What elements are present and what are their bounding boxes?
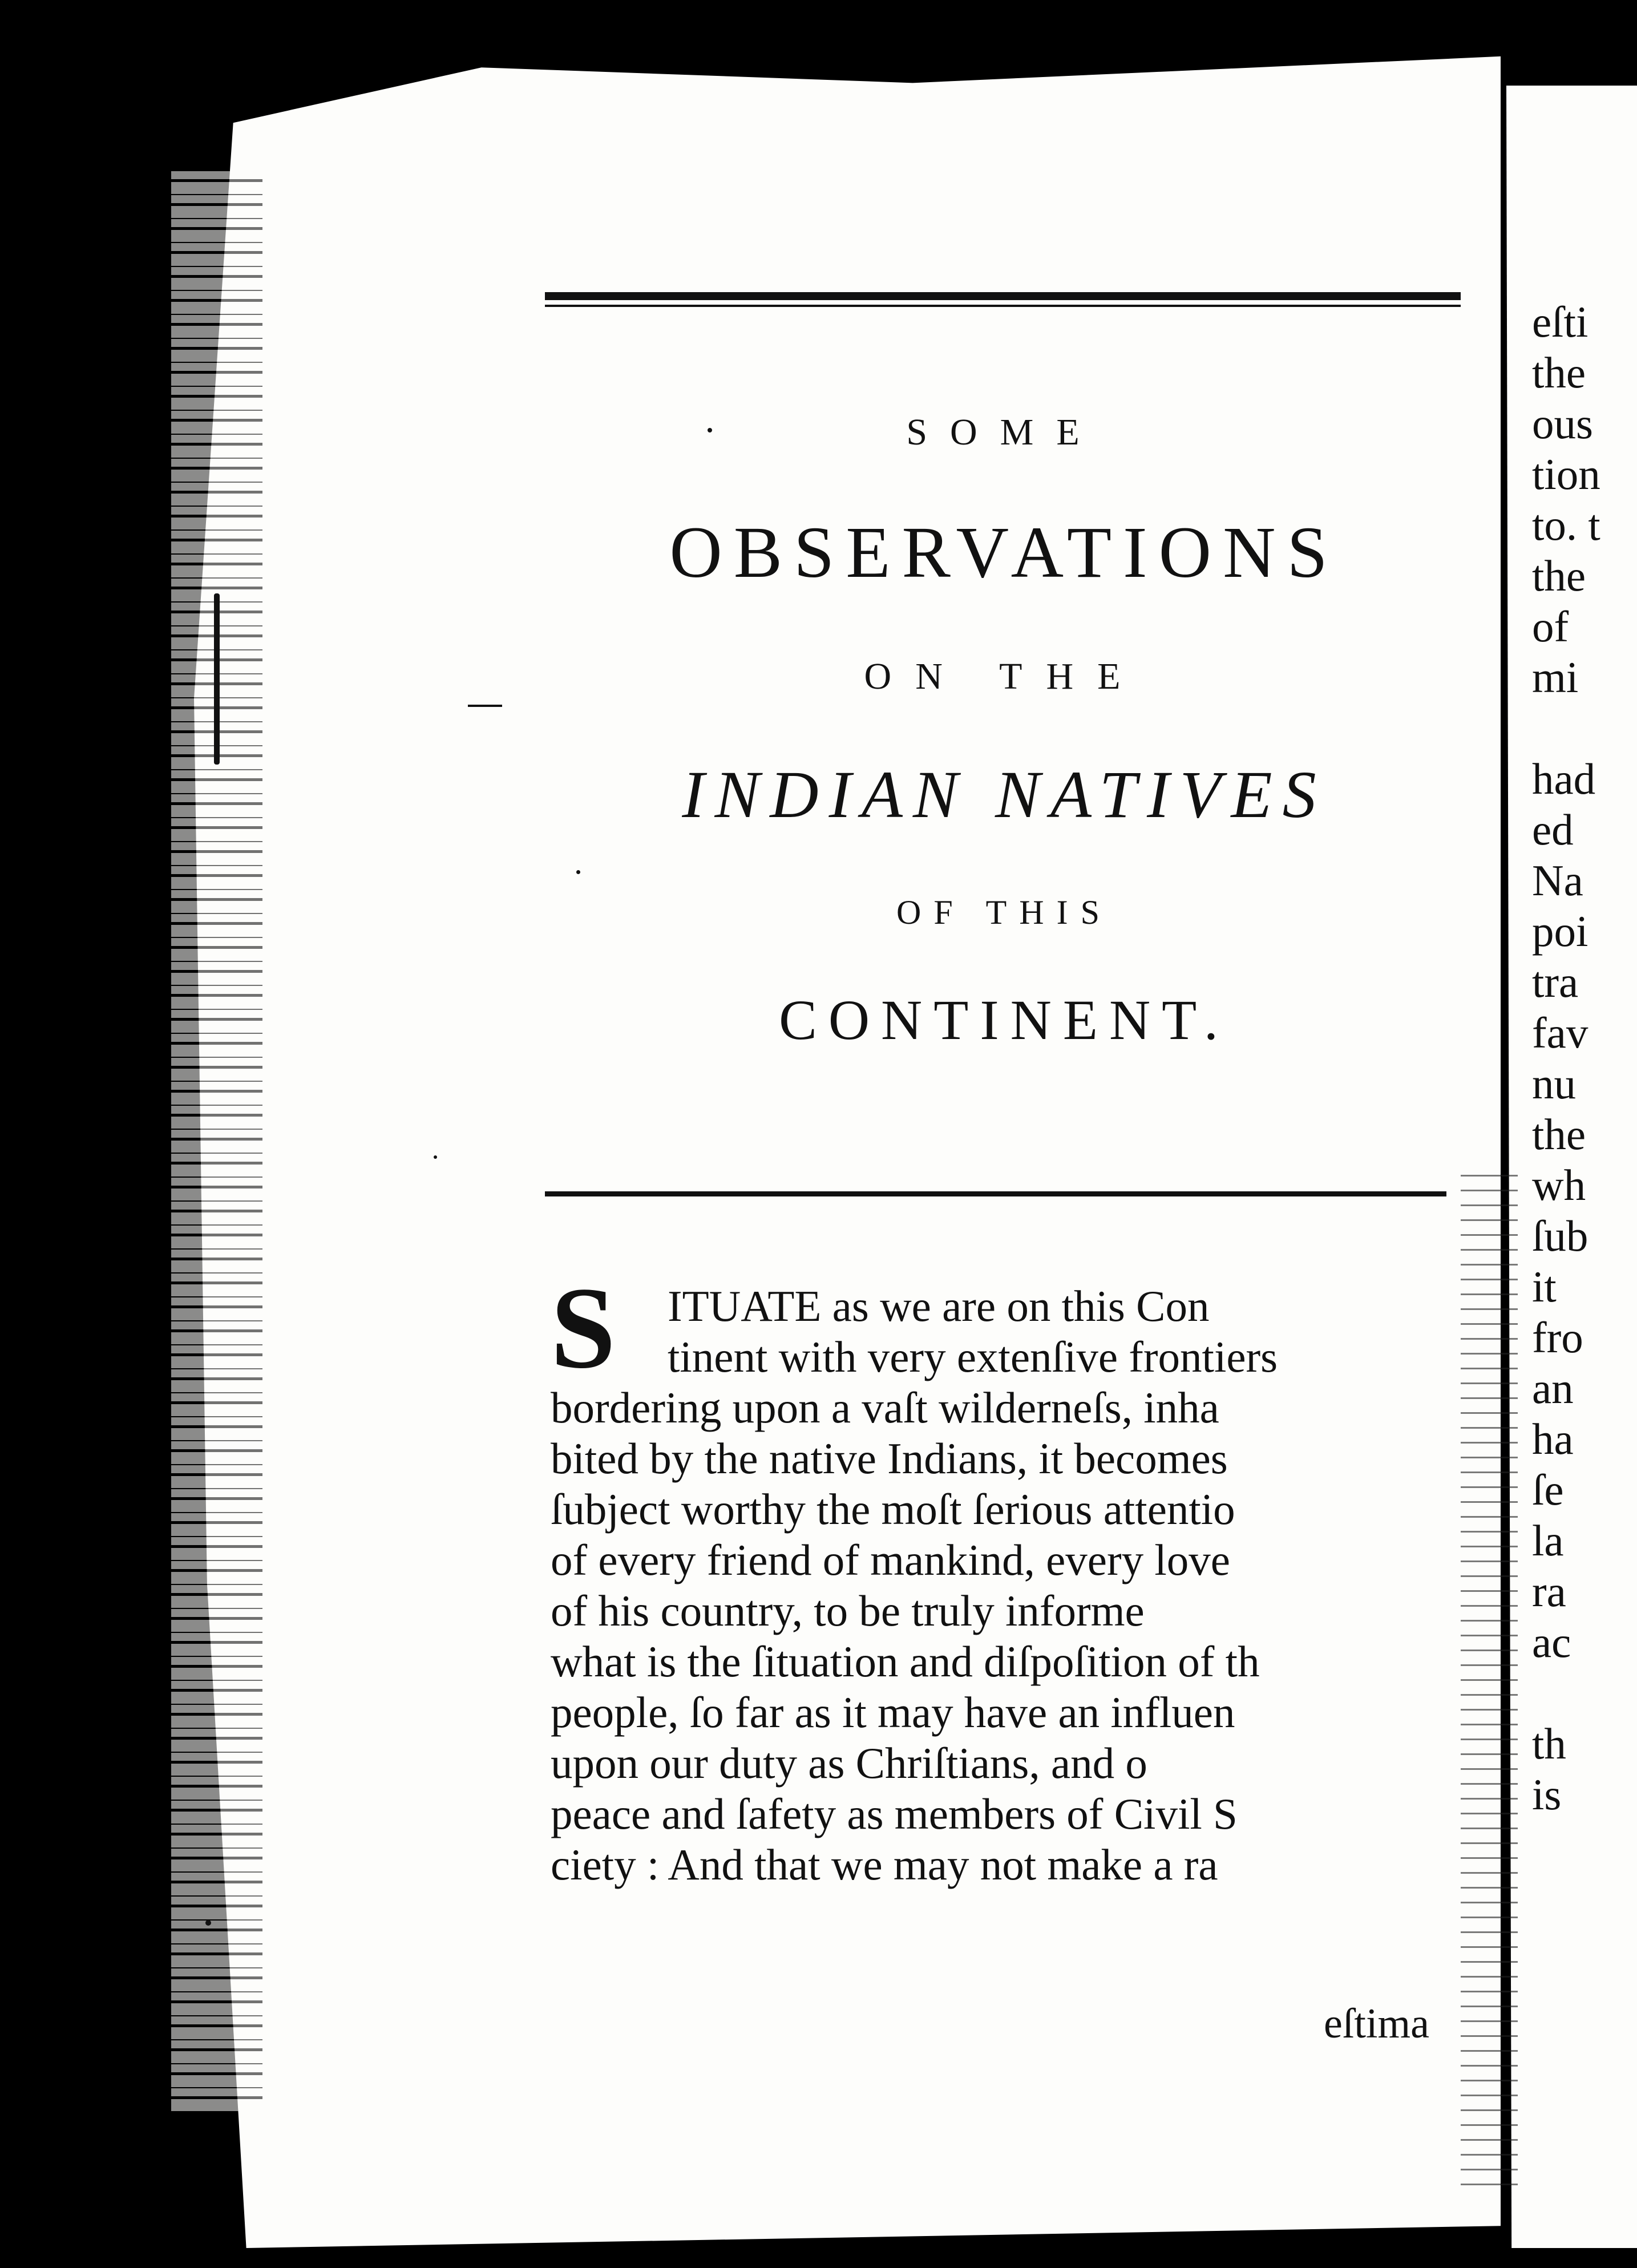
- facing-line: la: [1532, 1516, 1564, 1565]
- facing-line: wh: [1532, 1161, 1586, 1210]
- title-line-some: SOME: [906, 411, 1102, 453]
- body-line: bited by the native Indians, it becomes: [551, 1434, 1228, 1483]
- body-paragraph: [551, 1281, 1464, 1890]
- worn-page-edge: [171, 171, 262, 2111]
- facing-line: eſti: [1532, 297, 1589, 346]
- left-leaf-paper: [194, 34, 1501, 2248]
- title-line-observations: OBSERVATIONS: [669, 512, 1339, 593]
- body-line: ITUATE as we are on this Con: [668, 1281, 1210, 1331]
- facing-line: ous: [1532, 399, 1593, 448]
- ink-speck: [434, 1155, 437, 1159]
- ink-speck: [205, 1920, 211, 1926]
- facing-line: ha: [1532, 1414, 1574, 1464]
- body-line: peace and ſafety as members of Civil S: [551, 1789, 1238, 1838]
- facing-line: it: [1532, 1262, 1557, 1311]
- facing-line: ac: [1532, 1618, 1571, 1667]
- facing-line: had: [1532, 754, 1596, 803]
- title-line-of-this: OF THIS: [896, 894, 1112, 931]
- facing-page-text: [1532, 297, 1637, 1820]
- facing-line: fav: [1532, 1008, 1589, 1057]
- ink-speck: [468, 705, 502, 707]
- body-line: ſubject worthy the moſt ſerious attentio: [551, 1485, 1235, 1534]
- body-line: upon our duty as Chriſtians, and o: [551, 1739, 1147, 1788]
- facing-line: the: [1532, 348, 1586, 397]
- facing-line: mi: [1532, 653, 1579, 702]
- catchword: eſtima: [1324, 2000, 1429, 2047]
- body-line: what is the ſituation and diſpoſition of th: [551, 1637, 1260, 1686]
- facing-line: ed: [1532, 805, 1574, 854]
- ink-speck: [214, 593, 220, 765]
- top-ornamental-rule: [545, 292, 1461, 300]
- ink-speck: [576, 870, 580, 874]
- gutter-shadow: [1461, 1170, 1518, 2197]
- facing-line: is: [1532, 1770, 1562, 1819]
- facing-line: poi: [1532, 907, 1589, 956]
- facing-line: Na: [1532, 856, 1583, 905]
- drop-cap: S: [551, 1263, 616, 1393]
- facing-line: of: [1532, 602, 1569, 651]
- facing-line: the: [1532, 1110, 1586, 1159]
- body-line: tinent with very extenſive frontiers: [668, 1332, 1278, 1381]
- body-line: people, ſo far as it may have an influen: [551, 1688, 1235, 1737]
- facing-line: [1532, 1668, 1637, 1719]
- facing-line: nu: [1532, 1059, 1576, 1108]
- facing-line: th: [1532, 1719, 1566, 1768]
- facing-line: ſub: [1532, 1211, 1589, 1260]
- facing-line: the: [1532, 551, 1586, 600]
- facing-line: an: [1532, 1364, 1574, 1413]
- body-line: of his country, to be truly informe: [551, 1586, 1145, 1635]
- body-line: of every friend of mankind, every love: [551, 1535, 1230, 1584]
- facing-line: ra: [1532, 1567, 1566, 1616]
- ink-speck: [708, 428, 712, 432]
- facing-line: to. t: [1532, 500, 1600, 549]
- section-divider-rule: [545, 1191, 1446, 1196]
- body-line: ciety : And that we may not make a ra: [551, 1840, 1218, 1889]
- title-line-continent: CONTINENT.: [779, 988, 1230, 1052]
- facing-line: tra: [1532, 957, 1579, 1006]
- title-line-on-the: ON THE: [864, 656, 1145, 697]
- facing-line: ſe: [1532, 1465, 1564, 1514]
- body-line: bordering upon a vaſt wilderneſs, inha: [551, 1383, 1219, 1432]
- title-line-indian-natives: INDIAN NATIVES: [682, 757, 1327, 832]
- top-thin-rule: [545, 305, 1461, 307]
- facing-line: fro: [1532, 1313, 1583, 1362]
- facing-line: [1532, 703, 1637, 754]
- facing-line: tion: [1532, 450, 1600, 499]
